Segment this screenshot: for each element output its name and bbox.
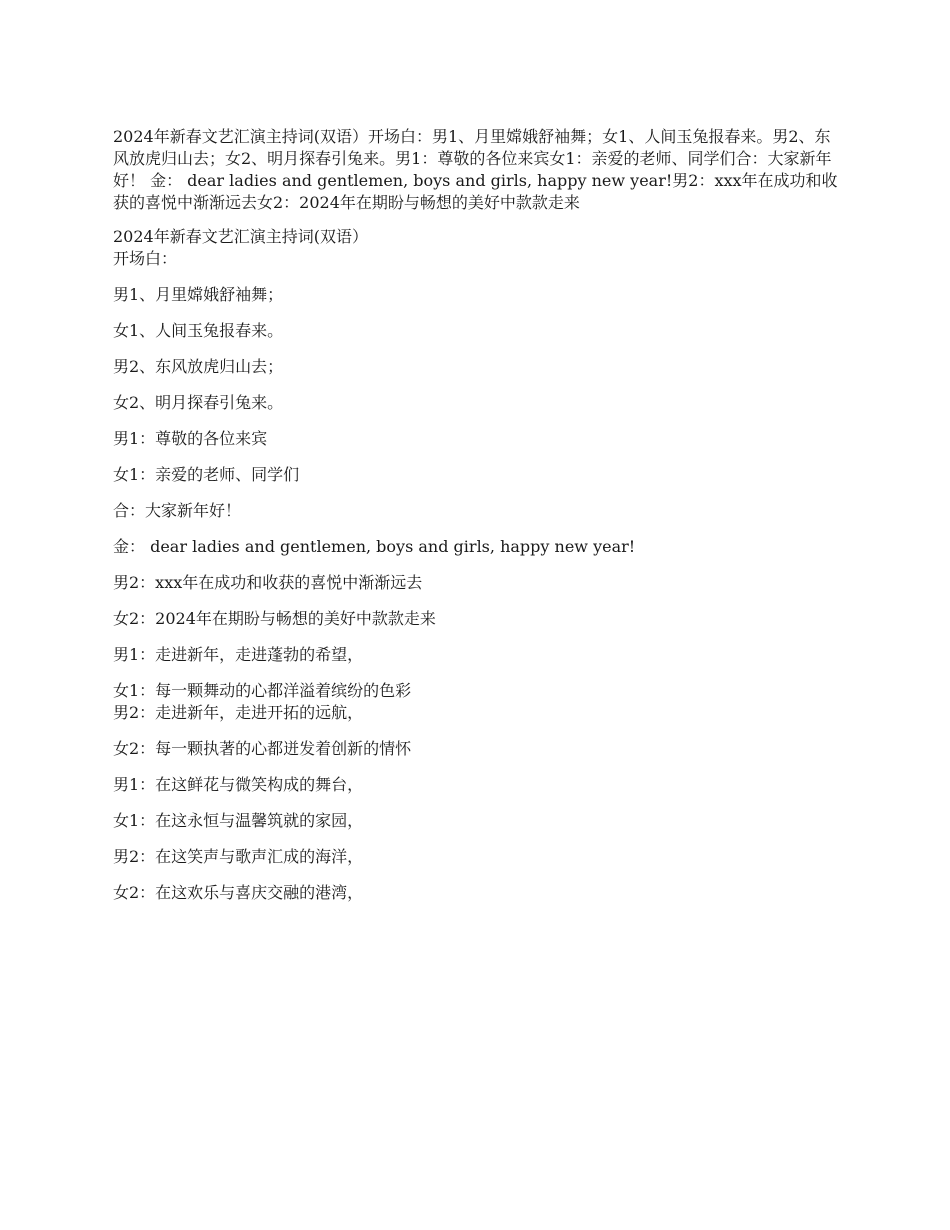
script-line: 女1：每一颗舞动的心都洋溢着缤纷的色彩 xyxy=(113,681,412,700)
script-line: 女2：每一颗执著的心都迸发着创新的情怀 xyxy=(113,739,412,758)
document-page xyxy=(113,126,840,904)
script-line: 女1：在这永恒与温馨筑就的家园， xyxy=(113,811,364,830)
script-line: 男2：xxx年在成功和收获的喜悦中渐渐远去 xyxy=(113,573,423,592)
script-line: 男1：尊敬的各位来宾 xyxy=(113,429,268,448)
script-line: 金： dear ladies and gentlemen, boys and girls, happy new year! xyxy=(113,537,636,556)
script-line: 女2、明月探春引兔来。 xyxy=(113,393,284,412)
document-title: 2024年新春文艺汇演主持词(双语） xyxy=(113,227,368,246)
script-line: 合：大家新年好！ xyxy=(113,501,242,520)
opening-label: 开场白： xyxy=(113,249,178,268)
script-line: 女2：2024年在期盼与畅想的美好中款款走来 xyxy=(113,609,436,628)
script-line: 男1：在这鲜花与微笑构成的舞台， xyxy=(113,775,364,794)
script-line: 男2：在这笑声与歌声汇成的海洋， xyxy=(113,847,364,866)
script-line: 男1、月里嫦娥舒袖舞； xyxy=(113,285,284,304)
script-line: 男1：走进新年，走进蓬勃的希望， xyxy=(113,645,364,664)
script-line: 女1、人间玉兔报春来。 xyxy=(113,321,284,340)
script-line: 男2：走进新年，走进开拓的远航， xyxy=(113,703,364,722)
document-summary: 2024年新春文艺汇演主持词(双语）开场白：男1、月里嫦娥舒袖舞；女1、人间玉兔报春来。男2、东风放虎归山去；女2、明月探春引兔来。男1：尊敬的各位来宾女1：亲爱的老师、同学们合：大家新年好！ 金： dear ladies and gentlemen, boys and girls, happy new year!男2：xxx年在成功和收获的喜悦中渐渐远去女2：2024年在期盼与畅想的美好中款款走来 xyxy=(113,127,838,212)
script-line: 女1：亲爱的老师、同学们 xyxy=(113,465,300,484)
script-line: 女2：在这欢乐与喜庆交融的港湾， xyxy=(113,883,364,902)
script-line: 男2、东风放虎归山去； xyxy=(113,357,284,376)
